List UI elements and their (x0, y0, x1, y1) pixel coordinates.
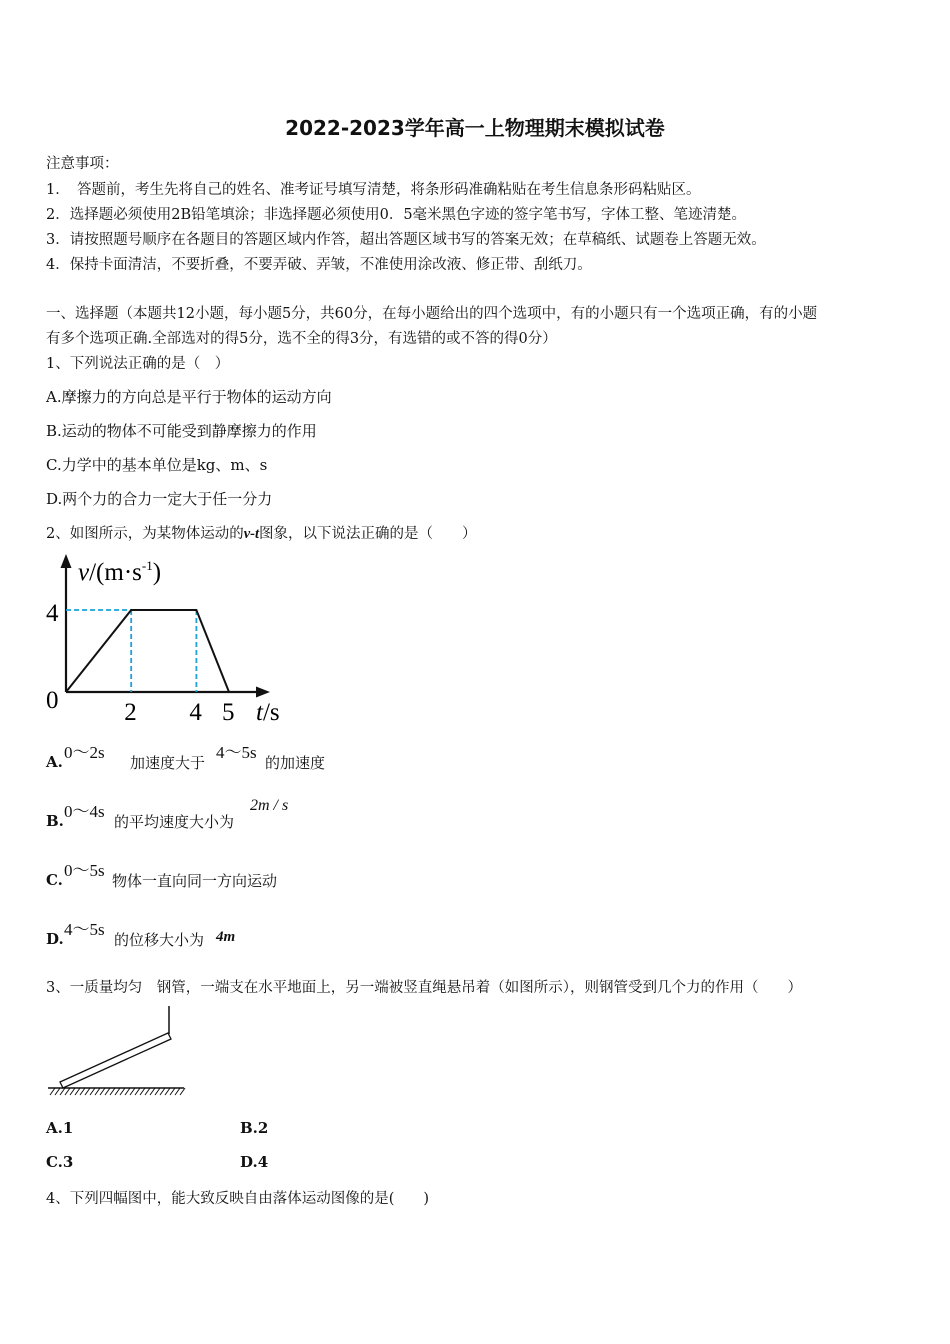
question-2-option-d: D. 4～5s 的位移大小为 4m (46, 915, 446, 955)
question-2-option-a: A. 0～2s 加速度大于 4～5s 的加速度 (46, 738, 446, 778)
guide-lines (66, 610, 196, 692)
x-axis-arrow (256, 687, 270, 698)
math-2ms: 2m / s (250, 797, 289, 814)
x-tick-labels (124, 699, 234, 726)
x-tick-label: 2 (124, 699, 137, 726)
question-1-option-d: D.两个力的合力一定大于任一分力 (46, 490, 273, 508)
question-1-stem: 1、下列说法正确的是（ ） (46, 356, 230, 372)
page-title: 2022-2023学年高一上物理期末模拟试卷 (285, 116, 665, 140)
question-1-option-a: A.摩擦力的方向总是平行于物体的运动方向 (46, 388, 332, 406)
series-line (66, 610, 229, 692)
question-3-stem: 3、一质量均匀 钢管，一端支在水平地面上，另一端被竖直绳悬吊着（如图所示），则钢管受到几个力的作用（ ） (46, 980, 802, 996)
notice-heading: 注意事项： (46, 156, 119, 172)
question-2-stem (46, 522, 477, 543)
steel-pipe (60, 1033, 171, 1088)
question-2-stem-post: 图象，以下说法正确的是（ ） (259, 526, 477, 542)
notice-item-3: 3．请按照题号顺序在各题目的答题区域内作答，超出答题区域书写的答案无效；在草稿纸、试题卷上答题无效。 (46, 232, 766, 248)
question-2-option-b: B. 0～4s 的平均速度大小为 2m / s (46, 797, 289, 831)
question-1-option-c: C.力学中的基本单位是kg、m、s (46, 456, 268, 474)
question-3-option-d: D.4 (240, 1153, 269, 1171)
section-instructions-line1: 一、选择题（本题共12小题，每小题5分，共60分，在每小题给出的四个选项中，有的小题只有一个选项正确，有的小题 (46, 306, 818, 322)
notice-item-2: 2．选择题必须使用2B铅笔填涂；非选择题必须使用0．5毫米黑色字迹的签字笔书写，字体工整、笔迹清楚。 (46, 207, 747, 223)
x-axis-label: t/s (256, 699, 280, 726)
question-3-option-a: A.1 (46, 1119, 74, 1137)
question-3-option-b: B.2 (240, 1119, 269, 1137)
math-4-5s-d: 4～5s (64, 920, 105, 939)
steel-pipe-figure (44, 1004, 194, 1100)
x-tick-label: 5 (222, 699, 235, 726)
x-tick-label: 4 (189, 699, 202, 726)
notice-item-4: 4．保持卡面清洁，不要折叠，不要弄破、弄皱，不准使用涂改液、修正带、刮纸刀。 (46, 257, 592, 273)
math-0-4s: 0～4s (64, 802, 105, 821)
math-0-5s: 0～5s (64, 861, 105, 880)
question-2-stem-var: v-t (243, 526, 260, 542)
ground-hatching (50, 1088, 185, 1095)
question-3-option-c: C.3 (46, 1153, 74, 1171)
question-2-stem-pre: 2、如图所示，为某物体运动的 (46, 526, 244, 542)
y-axis-arrow (61, 554, 72, 568)
question-4-stem: 4、下列四幅图中，能大致反映自由落体运动图像的是( ) (46, 1191, 430, 1207)
math-4-5s: 4～5s (216, 743, 257, 762)
vt-graph (40, 548, 300, 728)
y-tick-label: 4 (46, 600, 59, 627)
math-0-2s: 0～2s (64, 743, 105, 762)
section-instructions-line2: 有多个选项正确.全部选对的得5分，选不全的得3分，有选错的或不答的得0分） (46, 331, 557, 347)
y-axis-label: $v/(m\cdot s^{-1})$ (78, 558, 162, 586)
question-1-option-b: B.运动的物体不可能受到静摩擦力的作用 (46, 422, 317, 440)
question-2-option-c: C. 0～5s 物体一直向同一方向运动 (46, 856, 446, 896)
notice-item-1: 1． 答题前，考生先将自己的姓名、准考证号填写清楚，将条形码准确粘贴在考生信息条形码粘贴区。 (46, 182, 701, 198)
origin-label: 0 (46, 687, 59, 714)
